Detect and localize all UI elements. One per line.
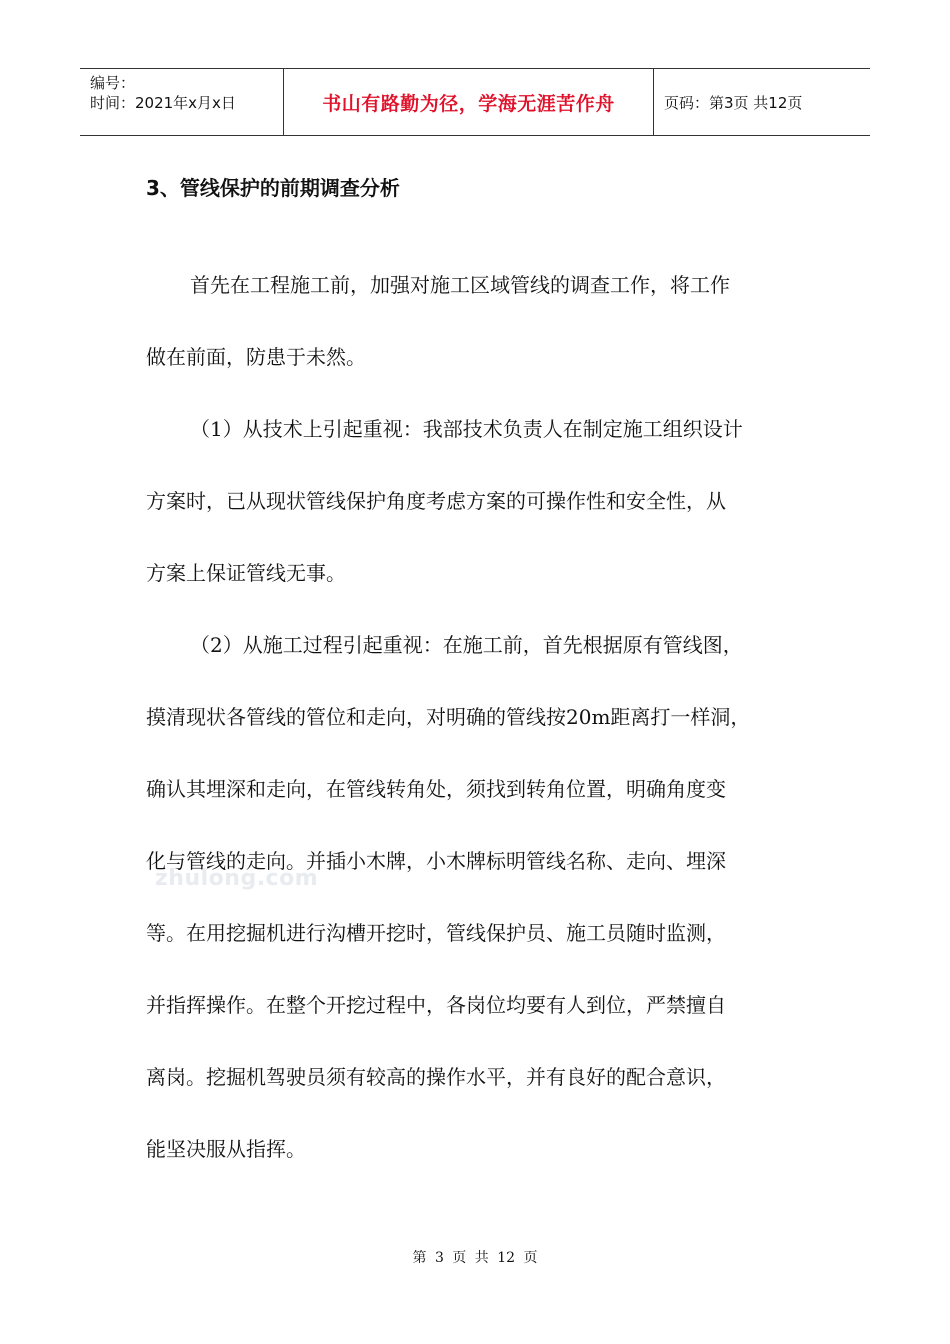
- paragraph-line: 并指挥操作。在整个开挖过程中，各岗位均要有人到位，严禁擅自: [146, 993, 726, 1017]
- document-time-label: 时间：2021年x月x日: [90, 94, 236, 112]
- paragraph-line: 确认其埋深和走向，在管线转角处，须找到转角位置，明确角度变: [146, 777, 726, 801]
- header-page-info: 页码：第3页 共12页: [664, 93, 803, 112]
- paragraph-line: 离岗。挖掘机驾驶员须有较高的操作水平，并有良好的配合意识，: [146, 1065, 726, 1089]
- paragraph-line: 方案上保证管线无事。: [146, 561, 346, 585]
- paragraph-line: （2）从施工过程引起重视：在施工前，首先根据原有管线图，: [190, 633, 743, 657]
- header-motto: 书山有路勤为径，学海无涯苦作舟: [283, 69, 654, 135]
- paragraph-intro: [146, 249, 810, 393]
- header-table: [80, 68, 870, 136]
- watermark: zhulong.com: [155, 866, 319, 891]
- paragraph-line: 做在前面，防患于未然。: [146, 345, 366, 369]
- paragraph-line: 等。在用挖掘机进行沟槽开挖时，管线保护员、施工员随时监测，: [146, 921, 726, 945]
- paragraph-line: 能坚决服从指挥。: [146, 1137, 306, 1161]
- paragraph-technical: [146, 393, 810, 609]
- paragraph-line: 摸清现状各管线的管位和走向，对明确的管线按20m距离打一样洞，: [146, 705, 751, 729]
- header-left-cell: [80, 69, 283, 135]
- section-heading: 3、管线保护的前期调查分析: [146, 176, 400, 200]
- document-number-label: 编号：: [90, 74, 136, 92]
- paragraph-construction: [146, 609, 810, 1185]
- paragraph-line: （1）从技术上引起重视：我部技术负责人在制定施工组织设计: [190, 417, 743, 441]
- paragraph-line: 方案时，已从现状管线保护角度考虑方案的可操作性和安全性，从: [146, 489, 726, 513]
- paragraph-line: 首先在工程施工前，加强对施工区域管线的调查工作，将工作: [190, 273, 730, 297]
- page-footer: 第 3 页 共 12 页: [412, 1250, 538, 1266]
- paragraph-line: 化与管线的走向。并插小木牌，小木牌标明管线名称、走向、埋深: [146, 849, 726, 873]
- section-body: [146, 249, 810, 1185]
